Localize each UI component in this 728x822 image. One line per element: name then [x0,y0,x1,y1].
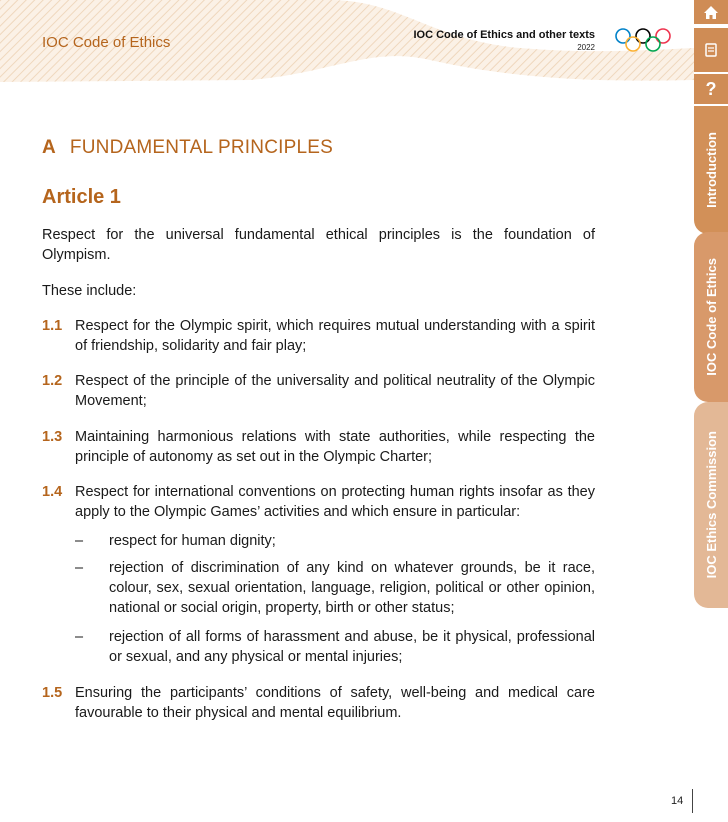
document-title: IOC Code of Ethics [42,34,171,51]
sub-dash: – [75,533,84,549]
contents-button[interactable] [694,28,728,72]
item-text: Respect for the Olympic spirit, which requires mutual understanding with a spirit of friendship, solidarity and fair play; [75,318,595,354]
item-number: 1.4 [42,484,63,500]
item-number: 1.3 [42,429,63,445]
sidebar-nav [694,0,728,822]
item-number: 1.5 [42,685,63,701]
section-title: FUNDAMENTAL PRINCIPLES [69,137,333,158]
sub-list-item [75,558,595,618]
include-paragraph: These include: [42,283,137,299]
tab-ioc-ethics-commission[interactable] [694,402,728,608]
section-letter: A [42,137,56,158]
tab-introduction[interactable] [694,106,728,234]
home-icon [704,6,718,19]
item-text: Respect for international conventions on protecting human rights insofar as they apply to the Olympic Games’ activities and which ensure in particular: [75,484,595,520]
item-number: 1.2 [42,373,63,389]
help-button[interactable]: ? [694,74,728,104]
intro-paragraph: Respect for the universal fundamental ethical principles is the foundation of Olympism. [42,227,595,263]
tab-commission-label: IOC Ethics Commission [703,431,719,579]
olympic-rings-icon [614,27,672,55]
sub-dash: – [75,560,84,576]
tab-introduction-label: Introduction [703,132,719,208]
item-number: 1.1 [42,318,63,334]
publication-year: 2022 [577,43,595,52]
item-text: Ensuring the participants’ conditions of safety, well-being and medical care favourable to their physical and mental equilibrium. [75,685,595,721]
sub-text: respect for human dignity; [109,533,276,549]
sub-text: rejection of all forms of harassment and abuse, be it physical, professional or sexual, and any physical or mental injuries; [109,629,595,665]
sub-list-item [75,627,595,667]
list-item [42,683,595,723]
sub-text: rejection of discrimination of any kind on whatever grounds, be it race, colour, sex, sexual orientation, language, religion, political or other opinion, national or social origin, property, birth or other status; [109,560,595,616]
book-icon [705,43,717,57]
item-text: Respect of the principle of the universality and political neutrality of the Olympic Movement; [75,373,595,409]
page-number: 14 [671,795,684,807]
tab-ioc-code-of-ethics[interactable] [694,232,728,402]
list-item [42,482,595,522]
section-heading [42,137,333,159]
list-item [42,316,595,356]
publication-name: IOC Code of Ethics and other texts [413,29,595,41]
list-item [42,371,595,411]
publication-title [413,29,595,52]
sub-list-item [75,531,595,551]
list-item [42,427,595,467]
item-text: Maintaining harmonious relations with state authorities, while respecting the principle of autonomy as set out in the Olympic Charter; [75,429,595,465]
page-number-divider [692,789,693,813]
home-button[interactable] [694,0,728,24]
article-title: Article 1 [42,186,121,208]
sub-dash: – [75,629,84,645]
tab-code-label: IOC Code of Ethics [703,258,719,376]
